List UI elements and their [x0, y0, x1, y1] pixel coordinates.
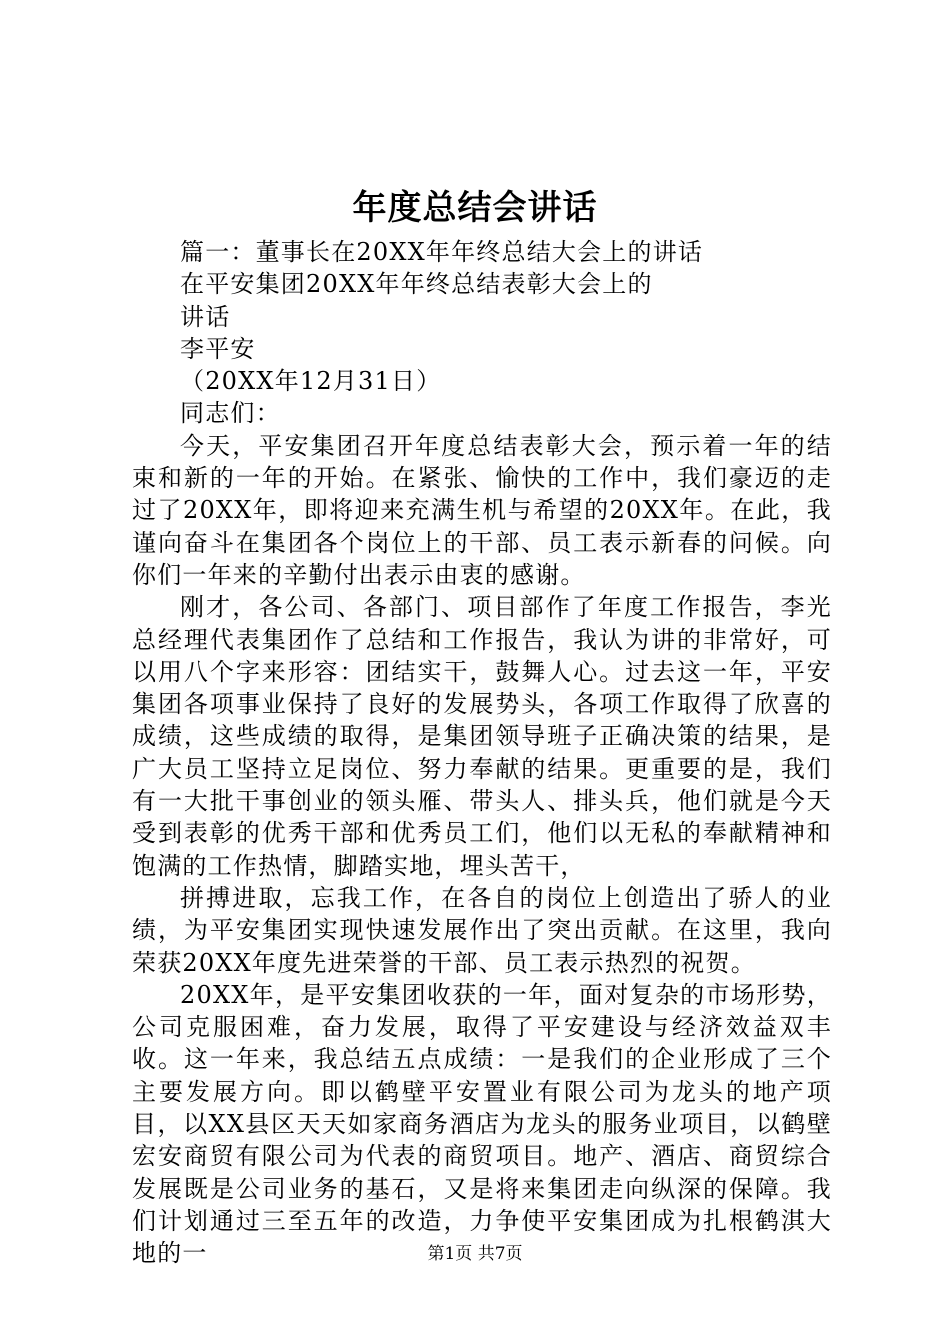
salutation: 同志们：: [180, 399, 281, 428]
paragraph-3: 拼搏进取，忘我工作，在各自的岗位上创造出了骄人的业绩，为平安集团实现快速发展作出了突出贡献。在这里，我向荣获20XX年度先进荣誉的干部、员工表示热烈的祝贺。: [132, 883, 832, 977]
paragraph-2: 刚才，各公司、各部门、项目部作了年度工作报告，李光总经理代表集团作了总结和工作报告，我认为讲的非常好，可以用八个字来形容：团结实干，鼓舞人心。过去这一年，平安集团各项事业保持了良好的发展势头，各项工作取得了欣喜的成绩，这些成绩的取得，是集团领导班子正确决策的结果，是广大员工坚持立足岗位、努力奉献的结果。更重要的是，我们有一大批干事创业的领头雁、带头人、排头兵，他们就是今天受到表彰的优秀干部和优秀员工们，他们以无私的奉献精神和饱满的工作热情，脚踏实地，埋头苦干，: [132, 593, 832, 880]
section-heading: 篇一：董事长在20XX年年终总结大会上的讲话: [180, 238, 704, 266]
document-title: 年度总结会讲话: [352, 188, 598, 228]
speech-title-line-1: 在平安集团20XX年年终总结表彰大会上的: [180, 270, 653, 299]
document-body: [132, 236, 832, 1270]
page-footer: 第1页 共7页: [427, 1244, 523, 1264]
paragraph-1: 今天，平安集团召开年度总结表彰大会，预示着一年的结束和新的一年的开始。在紧张、愉快的工作中，我们豪迈的走过了20XX年，即将迎来充满生机与希望的20XX年。在此，我谨向奋斗在集团各个岗位上的干部、员工表示新春的问候。向你们一年来的辛勤付出表示由衷的感谢。: [132, 431, 832, 589]
speaker-name: 李平安: [180, 334, 256, 363]
speech-title-line-2: 讲话: [180, 302, 231, 331]
speech-date: （20XX年12月31日）: [180, 367, 442, 396]
paragraph-4: 20XX年，是平安集团收获的一年，面对复杂的市场形势，公司克服困难，奋力发展，取得了平安建设与经济效益双丰收。这一年来，我总结五点成绩：一是我们的企业形成了三个主要发展方向。即以鹤壁平安置业有限公司为龙头的地产项目，以XX县区天天如家商务酒店为龙头的服务业项目，以鹤壁宏安商贸有限公司为代表的商贸项目。地产、酒店、商贸综合发展既是公司业务的基石，又是将来集团走向纵深的保障。我们计划通过三至五年的改造，力争使平安集团成为扎根鹤淇大地的一: [132, 980, 832, 1268]
